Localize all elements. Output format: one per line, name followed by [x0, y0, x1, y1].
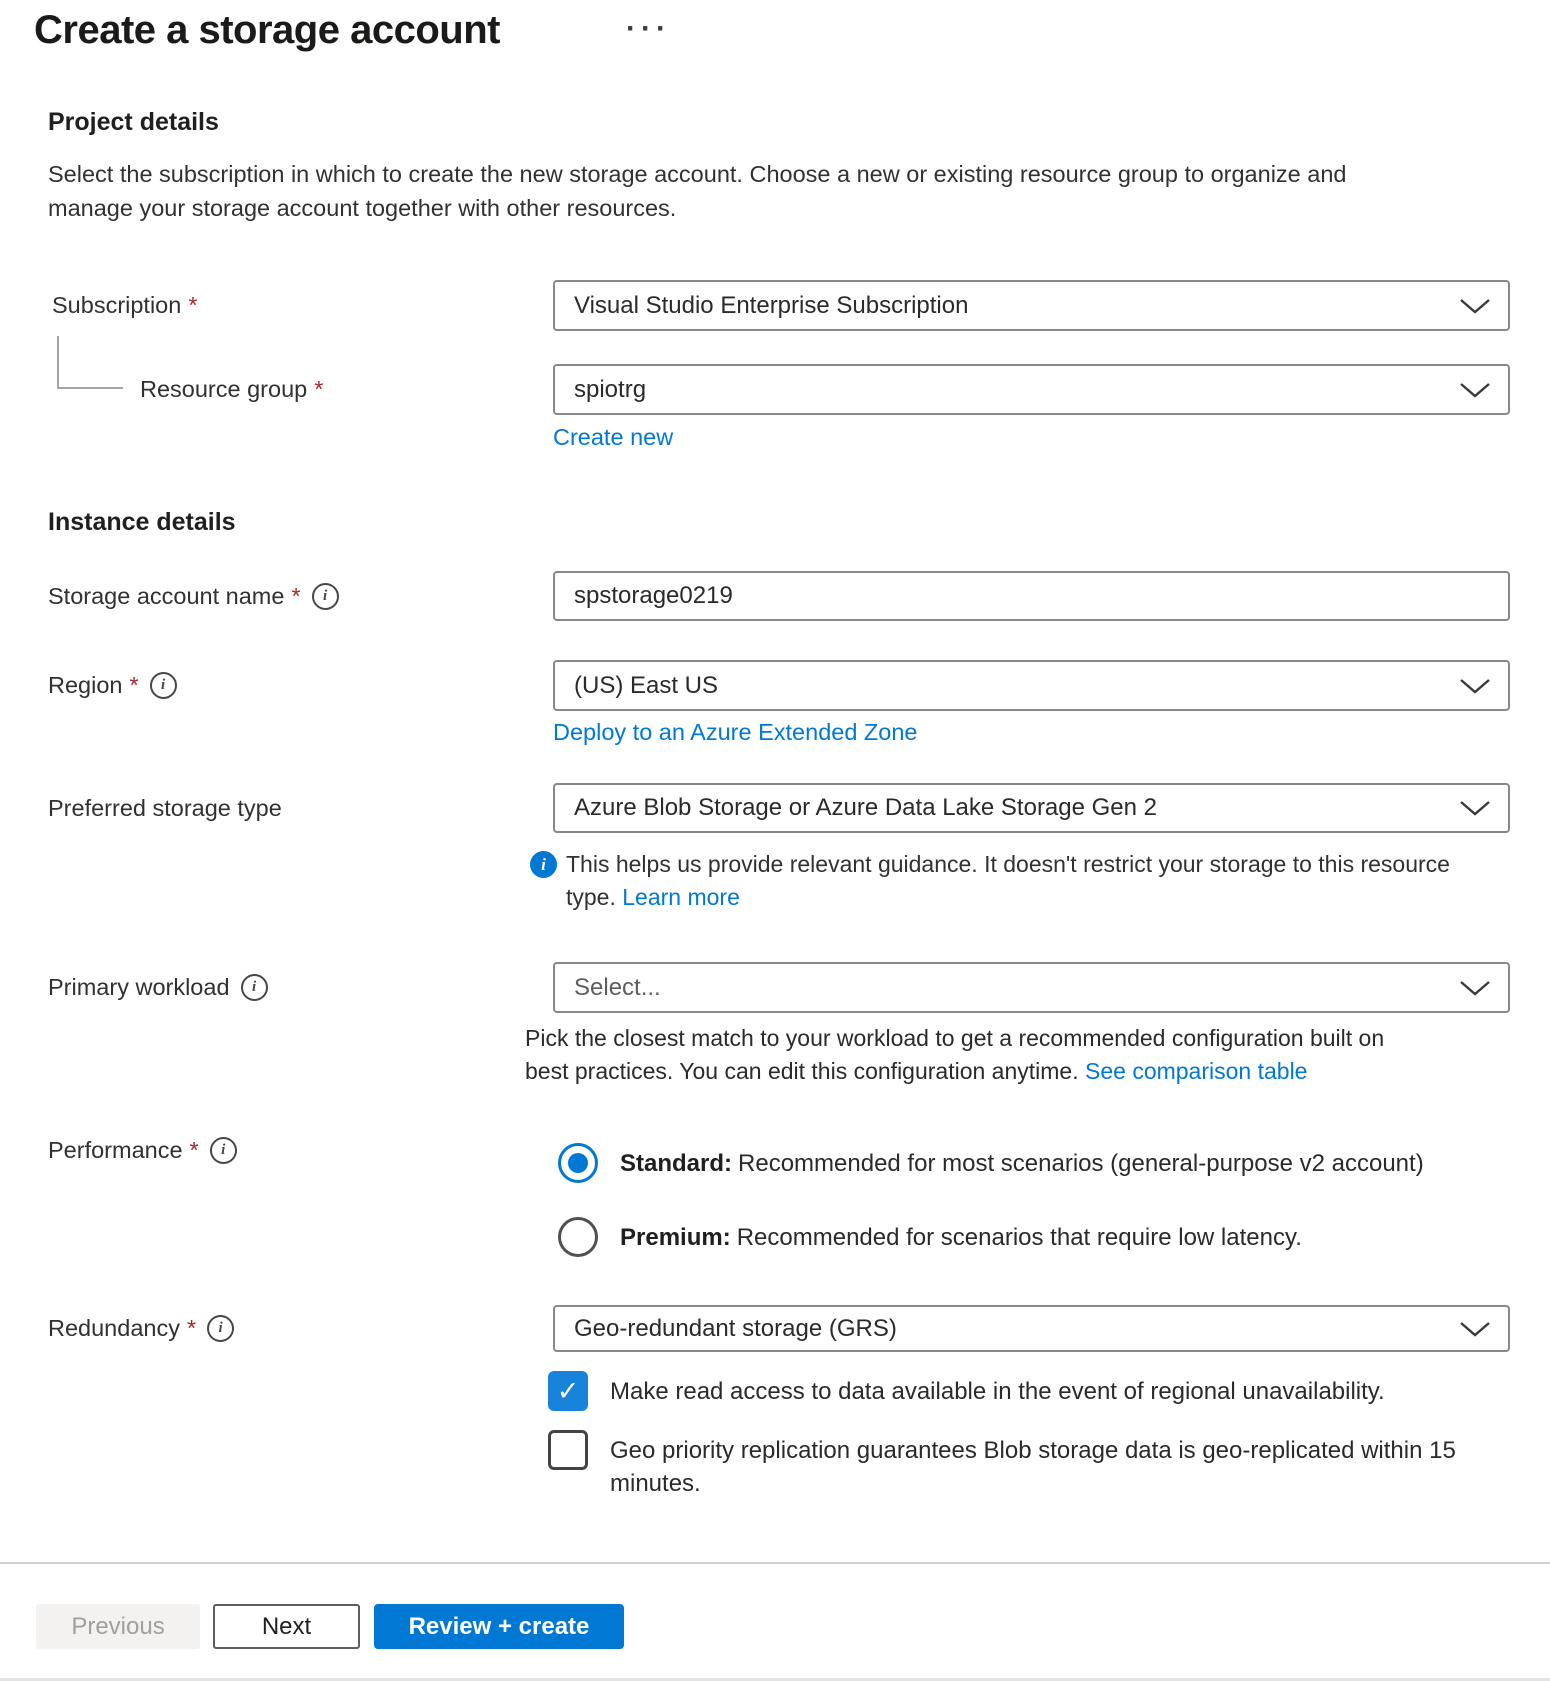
see-comparison-table-link[interactable]: See comparison table [1085, 1058, 1308, 1084]
footer-divider [0, 1562, 1550, 1564]
subscription-select[interactable] [553, 280, 1510, 331]
review-create-button[interactable]: Review + create [374, 1604, 624, 1649]
performance-label: Performance * i [48, 1130, 237, 1170]
radio-standard[interactable] [558, 1143, 598, 1183]
info-filled-icon: i [530, 851, 557, 878]
radio-premium[interactable] [558, 1217, 598, 1257]
chevron-down-icon [1459, 1321, 1491, 1338]
project-details-description: Select the subscription in which to create the new storage account. Choose a new or existing resource group to organize and manage your storage account together with other resources. [48, 161, 1347, 221]
resource-group-connector-line [57, 336, 123, 389]
required-asterisk: * [129, 672, 139, 698]
primary-workload-placeholder: Select... [574, 973, 661, 1001]
chevron-down-icon [1459, 382, 1491, 399]
preferred-storage-type-label: Preferred storage type [48, 794, 282, 821]
required-asterisk: * [291, 582, 301, 609]
checkbox-row-geo-priority: Geo priority replication guarantees Blob storage data is geo-replicated within 15 minutes. [548, 1430, 1485, 1500]
page-title: Create a storage account [34, 8, 500, 52]
redundancy-label: Redundancy * i [48, 1305, 234, 1352]
required-asterisk: * [186, 1315, 197, 1341]
info-icon[interactable]: i [210, 1137, 237, 1164]
region-value: (US) East US [574, 671, 719, 699]
resource-group-label: Resource group * [140, 376, 324, 402]
required-asterisk: * [314, 376, 324, 402]
chevron-down-icon [1459, 298, 1491, 315]
checkbox-read-access[interactable]: ✓ [548, 1371, 588, 1411]
preferred-storage-type-select[interactable] [553, 783, 1510, 833]
subscription-value: Visual Studio Enterprise Subscription [574, 291, 969, 319]
checkbox-geo-priority[interactable] [548, 1430, 588, 1470]
info-icon[interactable]: i [207, 1315, 234, 1342]
required-asterisk: * [188, 292, 198, 318]
create-new-link[interactable]: Create new [553, 424, 674, 450]
chevron-down-icon [1459, 980, 1491, 997]
subscription-label: Subscription * [52, 292, 198, 318]
checkbox-row-read-access: ✓ Make read access to data available in the event of regional unavailability. [548, 1371, 1490, 1411]
previous-button[interactable]: Previous [36, 1604, 200, 1649]
region-label: Region * i [48, 660, 177, 711]
region-select[interactable] [553, 660, 1510, 711]
storage-account-name-input[interactable] [553, 571, 1510, 621]
more-options-icon[interactable]: ··· [626, 12, 671, 45]
required-asterisk: * [189, 1136, 199, 1163]
resource-group-select[interactable] [553, 364, 1510, 415]
preferred-storage-type-value: Azure Blob Storage or Azure Data Lake Storage Gen 2 [574, 794, 1158, 821]
instance-details-heading: Instance details [48, 508, 236, 536]
preferred-storage-type-info: This helps us provide relevant guidance. It doesn't restrict your storage to this resource type. Learn more [566, 851, 1450, 910]
primary-workload-select[interactable] [553, 962, 1510, 1013]
primary-workload-label: Primary workload i [48, 962, 268, 1013]
redundancy-value: Geo-redundant storage (GRS) [574, 1314, 897, 1342]
learn-more-link[interactable]: Learn more [622, 884, 740, 910]
performance-option-standard: Standard: Recommended for most scenarios (general-purpose v2 account) [558, 1143, 1424, 1183]
resource-group-value: spiotrg [574, 375, 647, 403]
info-icon[interactable]: i [312, 583, 339, 610]
project-details-heading: Project details [48, 108, 219, 136]
primary-workload-helper: Pick the closest match to your workload to get a recommended configuration built on best practices. You can edit this configuration anytime. See comparison table [525, 1025, 1385, 1084]
redundancy-select[interactable] [553, 1305, 1510, 1352]
deploy-extended-zone-link[interactable]: Deploy to an Azure Extended Zone [553, 719, 918, 745]
info-icon[interactable]: i [150, 672, 177, 699]
chevron-down-icon [1459, 800, 1491, 817]
storage-account-name-label: Storage account name * i [48, 571, 339, 621]
info-icon[interactable]: i [241, 974, 268, 1001]
performance-option-premium: Premium: Recommended for scenarios that require low latency. [558, 1217, 1302, 1257]
chevron-down-icon [1459, 678, 1491, 695]
next-button[interactable]: Next [213, 1604, 360, 1649]
